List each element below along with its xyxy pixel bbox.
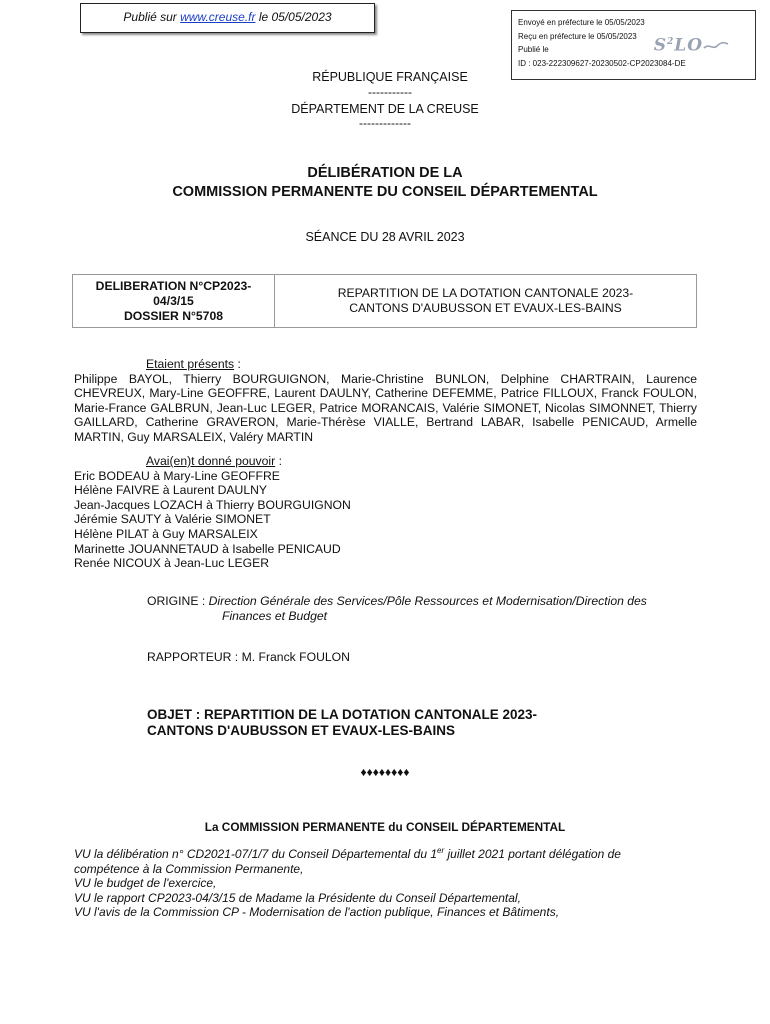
deliberation-subject — [275, 275, 697, 328]
origin-label: ORIGINE : — [147, 594, 209, 608]
separator: ----------- — [368, 85, 412, 99]
proxy-item: Jean-Jacques LOZACH à Thierry BOURGUIGNON — [74, 497, 351, 512]
object-heading — [147, 707, 707, 739]
attendees-label-row: Etaient présents : — [146, 357, 241, 371]
prefecture-sent: Envoyé en préfecture le 05/05/2023 — [518, 18, 645, 27]
prefecture-published: Publié le — [518, 45, 549, 54]
consideration-line: VU l'avis de la Commission CP - Modernisation de l'action publique, Finances et Bâtiments, — [74, 905, 560, 919]
object-line: OBJET : REPARTITION DE LA DOTATION CANTONALE 2023- — [147, 707, 538, 722]
department-heading: DÉPARTEMENT DE LA CREUSE — [291, 102, 479, 116]
published-prefix: Publié sur — [123, 10, 181, 24]
rapporteur: RAPPORTEUR : M. Franck FOULON — [147, 650, 350, 664]
published-notice — [80, 3, 375, 33]
proxies-label: Avai(en)t donné pouvoir — [146, 454, 276, 468]
commission-heading: La COMMISSION PERMANENTE du CONSEIL DÉPARTEMENTAL — [204, 820, 566, 834]
subject-line: CANTONS D'AUBUSSON ET EVAUX-LES-BAINS — [349, 301, 622, 315]
deliberation-reference — [73, 275, 275, 328]
consideration-line: compétence à la Commission Permanente, — [74, 861, 304, 876]
considerations — [74, 847, 714, 920]
origin-section — [147, 594, 707, 624]
reference-table — [72, 274, 697, 328]
proxy-item: Hélène FAIVRE à Laurent DAULNY — [74, 483, 268, 498]
proxy-item: Marinette JOUANNETAUD à Isabelle PENICAUD — [74, 541, 341, 556]
diamond-separator: ♦♦♦♦♦♦♦♦ — [360, 765, 410, 779]
title-line: COMMISSION PERMANENTE DU CONSEIL DÉPARTEMENTAL — [172, 184, 598, 200]
published-link[interactable]: www.creuse.fr — [180, 10, 256, 24]
separator: ------------- — [359, 116, 411, 130]
prefecture-id: ID : 023-222309627-20230502-CP2023084-DE — [518, 58, 686, 68]
published-suffix: le 05/05/2023 — [255, 10, 332, 24]
proxies-label-row: Avai(en)t donné pouvoir : — [146, 454, 282, 468]
attendees-list: Philippe BAYOL, Thierry BOURGUIGNON, Marie-Christine BUNLON, Delphine CHARTRAIN, Laurence CHEVREUX, Mary-Line GEOFFRE, Laurent DAULNY, Catherine DEFEMME, Patrice FILLOUX, Franck FOULON, Marie-France GALBRUN, Jean-Luc LEGER, Patrice MORANCAIS, Valérie SIMONET, Nicolas SIMONNET, Thierry GAILLARD, Catherine GRAVERON, Marie-Thérèse VIALLE, Bertrand LABAR, Isabelle PENICAUD, Armelle MARTIN, Guy MARSALEIX, Valéry MARTIN — [74, 371, 697, 444]
dossier-number: DOSSIER N°5708 — [123, 308, 224, 323]
consideration-line: VU le rapport CP2023-04/3/15 de Madame la Présidente du Conseil Départemental, — [74, 890, 521, 905]
title-line: DÉLIBÉRATION DE LA — [307, 165, 463, 181]
slo-logo: $S^2LO$ — [654, 36, 729, 53]
republic-heading: RÉPUBLIQUE FRANÇAISE — [312, 70, 468, 84]
origin-value: Direction Générale des Services/Pôle Ressources et Modernisation/Direction des — [208, 594, 647, 608]
proxies-section — [74, 454, 697, 571]
session-date: SÉANCE DU 28 AVRIL 2023 — [305, 230, 465, 244]
proxy-item: Hélène PILAT à Guy MARSALEIX — [74, 526, 258, 541]
origin-line — [147, 594, 707, 609]
attendees-section — [74, 357, 697, 445]
deliberation-number-cont: 04/3/15 — [153, 293, 194, 308]
subject-line: REPARTITION DE LA DOTATION CANTONALE 2023- — [337, 286, 634, 300]
deliberation-number: DELIBERATION N°CP2023- — [95, 278, 252, 293]
object-line: CANTONS D'AUBUSSON ET EVAUX-LES-BAINS — [147, 723, 455, 738]
prefecture-stamp — [511, 10, 756, 80]
document-title — [0, 164, 770, 202]
proxy-item: Renée NICOUX à Jean-Luc LEGER — [74, 556, 270, 571]
proxy-item: Eric BODEAU à Mary-Line GEOFFRE — [74, 468, 280, 483]
origin-value-cont: Finances et Budget — [222, 609, 328, 623]
attendees-label: Etaient présents — [146, 357, 235, 371]
consideration-line: VU la délibération n° CD2021-07/1/7 du Conseil Départemental du 1er juillet 2021 portant délégation de — [74, 846, 621, 861]
proxy-item: Jérémie SAUTY à Valérie SIMONET — [74, 512, 271, 527]
consideration-line: VU le budget de l'exercice, — [74, 876, 217, 890]
prefecture-received: Reçu en préfecture le 05/05/2023 — [518, 31, 637, 41]
